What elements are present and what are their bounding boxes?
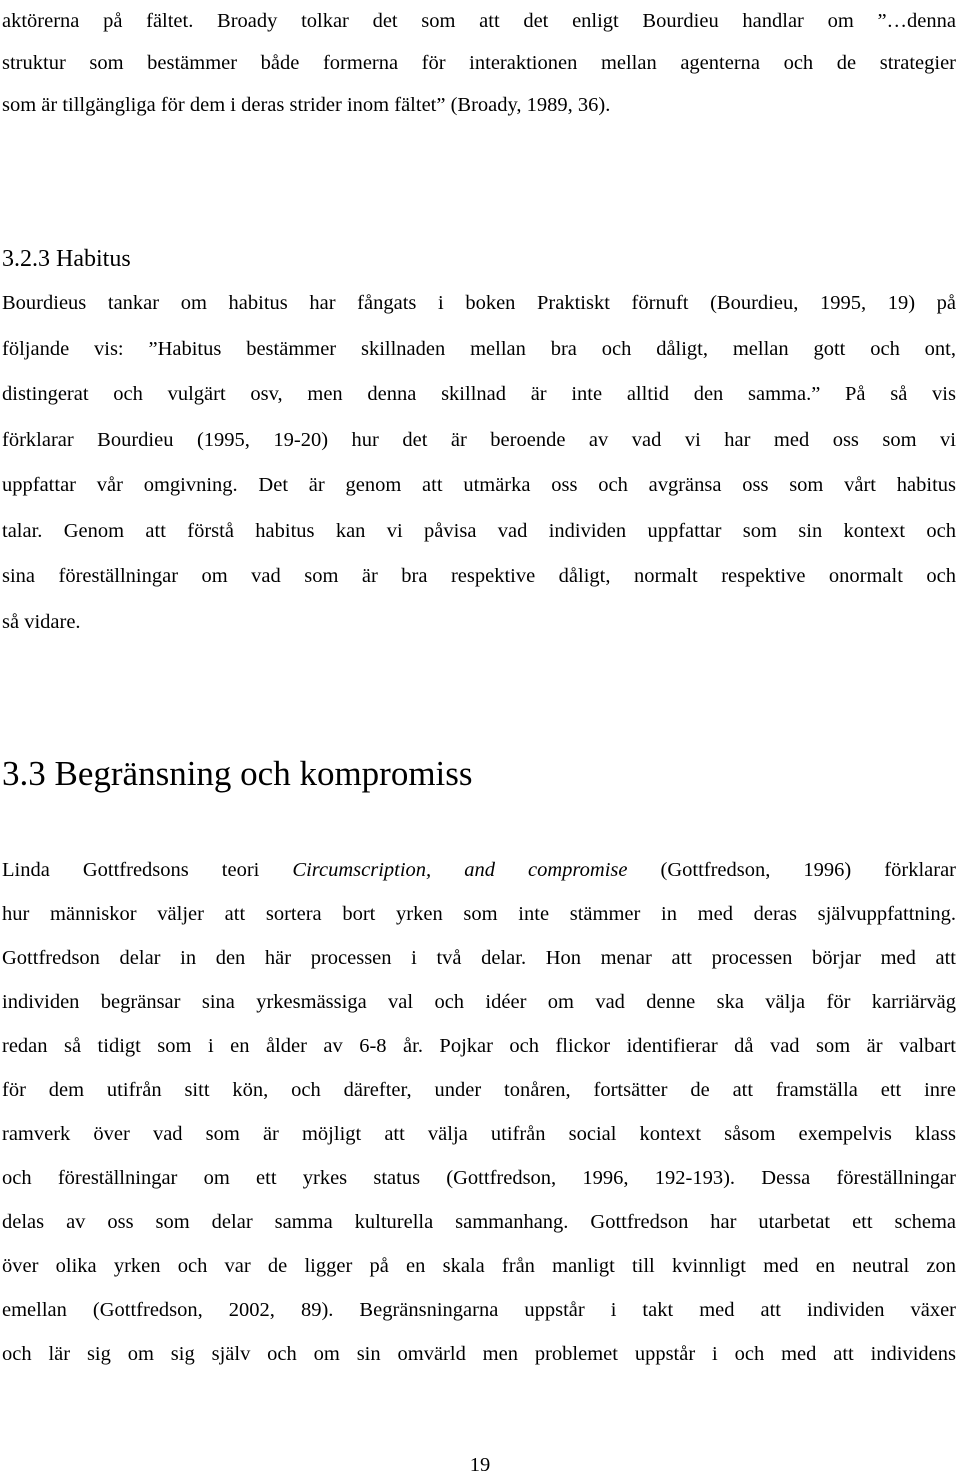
text-line: hur människor väljer att sortera bort yrken som inte stämmer in med deras självuppfattning. [2, 903, 956, 925]
text-line: över olika yrken och var de ligger på en skala från manligt till kvinnligt med en neutral zon [2, 1255, 956, 1277]
text-line: som är tillgängliga för dem i deras strider inom fältet” (Broady, 1989, 36). [2, 94, 611, 116]
text-line: delas av oss som delar samma kulturella sammanhang. Gottfredson har utarbetat ett schema [2, 1211, 956, 1233]
text-line: redan så tidigt som i en ålder av 6-8 år. Pojkar och flickor identifierar då vad som är valbart [2, 1035, 956, 1057]
page-number: 19 [469, 1454, 491, 1476]
text-line [2, 848, 956, 892]
text-line: och lär sig om sig själv och om sin omvärld men problemet uppstår i och med att individens [2, 1343, 956, 1365]
text-line: individen begränsar sina yrkesmässiga val och idéer om vad denne ska välja för karriärväg [2, 991, 956, 1013]
text-line: struktur som bestämmer både formerna för interaktionen mellan agenterna och de strategier [2, 52, 956, 74]
text-segment: Linda Gottfredsons teori [2, 859, 293, 881]
text-line: och föreställningar om ett yrkes status (Gottfredson, 1996, 192-193). Dessa föreställningar [2, 1167, 956, 1189]
paragraph-gottfredson [2, 848, 956, 1376]
text-segment: (Gottfredson, 1996) förklarar [627, 859, 957, 881]
text-line: Bourdieus tankar om habitus har fångats i boken Praktiskt förnuft (Bourdieu, 1995, 19) på [2, 292, 956, 314]
text-line: aktörerna på fältet. Broady tolkar det som att det enligt Bourdieu handlar om ”…denna [2, 10, 956, 32]
heading-begransning-och-kompromiss: 3.3 Begränsning och kompromiss [2, 754, 473, 793]
text-line: uppfattar vår omgivning. Det är genom att utmärka oss och avgränsa oss som vårt habitus [2, 474, 956, 496]
text-line: så vidare. [2, 610, 81, 633]
text-line: ramverk över vad som är möjligt att välja utifrån social kontext såsom exempelvis klass [2, 1123, 956, 1145]
text-line: Gottfredson delar in den här processen i två delar. Hon menar att processen börjar med att [2, 947, 956, 969]
text-line: för dem utifrån sitt kön, och därefter, under tonåren, fortsätter de att framställa ett inre [2, 1079, 956, 1101]
text-line: distingerat och vulgärt osv, men denna skillnad är inte alltid den samma.” På så vis [2, 383, 956, 405]
text-line: följande vis: ”Habitus bestämmer skillnaden mellan bra och dåligt, mellan gott och ont, [2, 337, 956, 360]
paragraph-habitus [2, 281, 956, 645]
text-line: emellan (Gottfredson, 2002, 89). Begränsningarna uppstår i takt med att individen växer [2, 1299, 956, 1321]
heading-habitus: 3.2.3 Habitus [2, 246, 131, 272]
text-line: talar. Genom att förstå habitus kan vi påvisa vad individen uppfattar som sin kontext och [2, 519, 956, 542]
book-title-italic: Circumscription, and compromise [292, 859, 628, 881]
paragraph-broady-quote [2, 0, 956, 126]
text-line: sina föreställningar om vad som är bra respektive dåligt, normalt respektive onormalt och [2, 565, 956, 587]
text-line: förklarar Bourdieu (1995, 19-20) hur det är beroende av vad vi har med oss som vi [2, 428, 956, 451]
